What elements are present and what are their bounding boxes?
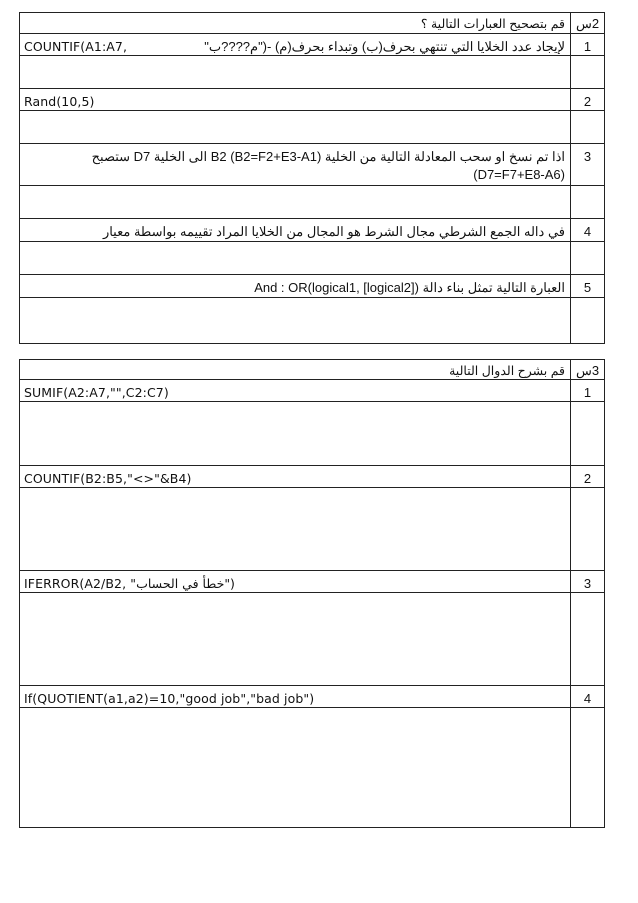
q3-item-2-answer-cell[interactable] [20,488,571,571]
question-3-table [19,359,605,828]
q3-item-2-number-cell [571,466,605,488]
q3-item-2-cell [20,466,571,488]
q2-item-4-cell [20,219,571,242]
q2-number: 2س [575,16,600,31]
q2-item-2-formula: Rand(10,5) [24,94,95,109]
q2-item-1-number-cell [571,34,605,56]
q3-item-3-number: 3 [583,576,592,591]
q3-item-2-row [20,466,605,488]
q2-title-cell [20,13,571,34]
q3-item-1-answer-cell[interactable] [20,402,571,466]
q3-item-1-cell [20,380,571,402]
q2-title: قم بتصحيح العبارات التالية ؟ [420,17,565,31]
q2-item-3-line1 [20,144,570,166]
q2-item-2-answer-row [20,111,605,144]
q2-item-4-number: 4 [583,224,592,239]
q3-item-4-row [20,686,605,708]
q3-item-4-number: 4 [583,691,592,706]
q2-item-3-suffix: الى الخلية D7 ستصبح [91,149,208,164]
q3-item-3-formula-wrap [20,571,570,591]
q3-item-4-answer-num-cell [571,708,605,828]
q3-item-3-formula-prefix: IFERROR(A2/B2, " [24,576,137,591]
q2-item-1-text: لإيجاد عدد الخلايا التي تنتهي بحرف(ب) وتبداء بحرف(م) -("م????ب" [204,39,565,54]
q2-item-4-number-cell [571,219,605,242]
q2-item-3-answer-cell[interactable] [20,186,571,219]
q2-item-4-row [20,219,605,242]
q2-item-2-number-cell [571,89,605,111]
q3-item-3-cell [20,571,571,593]
q2-item-5-cell [20,275,571,298]
q2-item-3-number-cell [571,144,605,186]
q3-item-2-formula: COUNTIF(B2:B5,"<>"&B4) [24,471,192,486]
q2-item-3-number: 3 [583,149,592,164]
q3-item-2-number: 2 [583,471,592,486]
q2-header-row [20,13,605,34]
q3-item-4-answer-row [20,708,605,828]
q2-item-5-answer-num-cell [571,298,605,344]
q3-item-3-answer-row [20,593,605,686]
q2-item-3-answer-row [20,186,605,219]
q2-item-5-number: 5 [583,280,592,295]
q2-item-3-line2: (D7=F7+E8-A6) [473,167,565,182]
question-2-table [19,12,605,344]
q3-header-row [20,360,605,380]
q3-title-cell [20,360,571,380]
q2-item-2-answer-num-cell [571,111,605,144]
q2-item-3-prefix: اذا تم نسخ او سحب المعادلة التالية من الخلية B2 [210,149,565,164]
q2-item-1-number: 1 [583,39,592,54]
q3-number-cell [571,360,605,380]
q2-item-2-row [20,89,605,111]
q2-item-2-cell [20,89,571,111]
q3-item-3-answer-cell[interactable] [20,593,571,686]
q3-item-1-formula: SUMIF(A2:A7,"",C2:C7) [24,385,169,400]
q2-item-1-answer-num-cell [571,56,605,89]
q2-item-1-answer-row [20,56,605,89]
q3-item-3-row [20,571,605,593]
q3-number: 3س [575,363,600,378]
q3-item-2-answer-row [20,488,605,571]
q3-item-1-row [20,380,605,402]
q3-item-4-formula: If(QUOTIENT(a1,a2)=10,"good job","bad job") [24,691,315,706]
q3-item-1-number-cell [571,380,605,402]
q2-item-2-number: 2 [583,94,592,109]
q3-item-1-answer-row [20,402,605,466]
q2-item-4-answer-num-cell [571,242,605,275]
q2-item-3-answer-num-cell [571,186,605,219]
q3-item-2-answer-num-cell [571,488,605,571]
q2-item-4-answer-cell[interactable] [20,242,571,275]
q2-item-5-number-cell [571,275,605,298]
q2-item-3-cell [20,144,571,186]
q2-item-4-answer-row [20,242,605,275]
q3-item-4-answer-cell[interactable] [20,708,571,828]
q2-item-1-formula: COUNTIF(A1:A7, [24,39,128,54]
q3-item-4-number-cell [571,686,605,708]
q3-item-1-answer-num-cell [571,402,605,466]
q2-item-5-answer-row [20,298,605,344]
q2-item-5-row [20,275,605,298]
q2-item-3-formula: (B2=F2+E3-A1) [230,149,322,164]
q2-item-1-cell [20,34,571,56]
q2-number-cell [571,13,605,34]
q3-item-3-formula-arabic: خطأ في الحساب [136,576,225,591]
q2-item-5-line [20,275,570,297]
q2-item-5-formula: OR(logical1, [logical2]) [288,280,419,295]
q2-item-4-text: في داله الجمع الشرطي مجال الشرط هو المجال من الخلايا المراد تقييمه بواسطة معيار [102,224,565,239]
q2-item-3-line2-wrap [20,166,570,184]
q2-item-5-text: العبارة التالية تمثل بناء دالة And : [254,280,565,295]
q2-item-2-answer-cell[interactable] [20,111,571,144]
q3-title: قم بشرح الدوال التالية [449,364,565,378]
q3-item-3-formula-suffix: ") [224,576,236,591]
q3-item-1-number: 1 [583,385,592,400]
q2-item-3-row [20,144,605,186]
q2-item-5-answer-cell[interactable] [20,298,571,344]
q3-item-3-answer-num-cell [571,593,605,686]
q3-item-3-number-cell [571,571,605,593]
q2-item-1-answer-cell[interactable] [20,56,571,89]
q3-item-4-cell [20,686,571,708]
q2-item-1-row [20,34,605,56]
